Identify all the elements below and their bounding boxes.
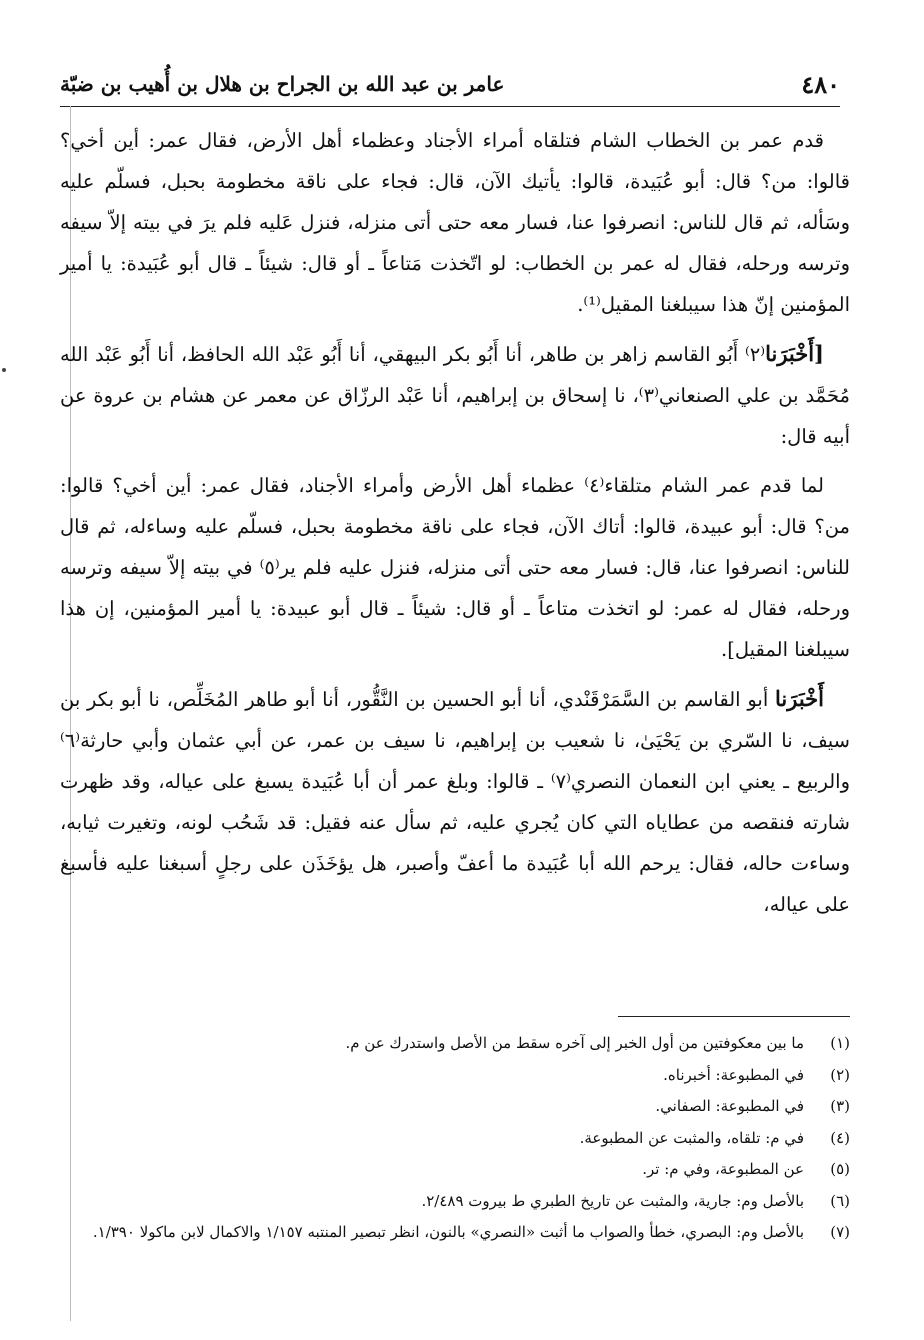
footnote-number: (٧) <box>830 1223 850 1241</box>
footnote-number: (١) <box>830 1034 850 1052</box>
footnote <box>60 1186 850 1218</box>
paragraph-2 <box>60 333 850 457</box>
footnote <box>60 1217 850 1249</box>
footnote <box>60 1091 850 1123</box>
paragraph-4 <box>60 678 850 925</box>
footnote-number: (٥) <box>830 1160 850 1178</box>
paragraph-2-text: ⁽٢⁾ أَبُو القاسم زاهر بن طاهر، أنا أَبُو بكر البيهقي، أنا أَبُو عَبْد الله الحافظ، أنا أَبُو عَبْد الله مُحَمَّد بن علي الصنعاني⁽٣⁾، نا إسحاق بن إبراهيم، أنا عَبْد الرزّاق عن معمر عن هشام بن عروة عن أبيه قال: <box>60 343 850 448</box>
footnote <box>60 1028 850 1060</box>
paragraph-3: لما قدم عمر الشام متلقاء⁽٤⁾ عظماء أهل الأرض وأمراء الأجناد، فقال عمر: أين أخي؟ قالوا: من؟ قال: أبو عبيدة، قالوا: أتاك الآن، فجاء على ناقة مخطومة بحبل، فسلّم عليه وساءله، ثم قال للناس: انصرفوا عنا، قال: فسار معه حتى أتى منزله، فنزل عليه فلم ير⁽٥⁾ في بيته إلاّ سيفه وترسه ورحله، فقال له عمر: لو اتخذت متاعاً ـ أو قال: شيئاً ـ قال أبو عبيدة: يا أمير المؤمنين، إن هذا سيبلغنا المقيل]. <box>60 474 850 661</box>
paragraph-4-lead: أَخْبَرَنا <box>775 686 824 711</box>
paragraph-2-lead: [أَخْبَرَنا <box>765 341 824 366</box>
footnote-number: (٦) <box>830 1191 850 1210</box>
footnote <box>60 1060 850 1092</box>
chapter-title: عامر بن عبد الله بن الجراح بن هلال بن أُهيب بن ضبّة <box>60 72 505 96</box>
footnote-text: في المطبوعة: أخبرناه. <box>663 1065 804 1084</box>
page-number: ٤٨٠ <box>801 69 840 99</box>
footnote <box>60 1154 850 1186</box>
footnote-separator <box>618 1016 850 1017</box>
paragraph-1: قدم عمر بن الخطاب الشام فتلقاه أمراء الأجناد وعظماء أهل الأرض، فقال عمر: أين أخي؟ قالوا: من؟ قال: أبو عُبَيدة، قالوا: يأتيك الآن، قال: فجاء على ناقة مخطومة بحبل، فسلّم عليه وسَأله، ثم قال للناس: انصرفوا عنا، فسار معه حتى أتى منزله، فنزل عَليه فلم يرَ في بيته إلاّ سيفه وترسه ورحله، فقال له عمر بن الخطاب: لو اتّخذت مَتاعاً ـ أو قال: شيئاً ـ قال أبو عُبَيدة: يا أمير المؤمنين إنّ هذا سيبلغنا المقيل⁽¹⁾. <box>60 129 850 316</box>
footnote <box>60 1123 850 1155</box>
footnote-text: ما بين معكوفتين من أول الخبر إلى آخره سقط من الأصل واستدرك عن م. <box>345 1034 804 1052</box>
footnote-number: (٤) <box>830 1128 850 1147</box>
main-text <box>60 120 850 933</box>
footnote-text: بالأصل وم: البصري، خطأ والصواب ما أثبت «النصري» بالنون، انظر تبصير المنتبه ١/١٥٧ والاكمال لابن ماكولا ١/٣٩٠. <box>92 1223 804 1241</box>
footnotes <box>60 1028 850 1249</box>
running-header <box>60 62 840 107</box>
footnote-text: بالأصل وم: جارية، والمثبت عن تاريخ الطبري ط بيروت ٢/٤٨٩. <box>421 1191 804 1210</box>
footnote-text: في المطبوعة: الصفاني. <box>655 1097 804 1115</box>
paragraph-4-text: أبو القاسم بن السَّمَرْقَنْدي، أنا أبو الحسين بن النَّقُّور، أنا أبو طاهر المُخَلِّص، نا أبو بكر بن سيف، نا السّري بن يَحْيَىٰ، نا شعيب بن إبراهيم، نا سيف بن عمر، عن أبي عثمان وأبي حارثة⁽٦⁾ والربيع ـ يعني ابن النعمان النصري⁽٧⁾ ـ قالوا: وبلغ عمر أن أبا عُبَيدة يسبغ على عياله، وقد ظهرت شارته فنقصه من عطاياه التي كان يُجري عليه، ثم سأل عنه فقيل: قد شَحُب لونه، وتغيرت ثيابه، وساءت حاله، فقال: يرحم الله أبا عُبَيدة ما أعفّ وأصبر، هل يؤخَذَن على رجلٍ أسبغنا عليه فأسبغ على عياله، <box>60 688 850 916</box>
footnote-number: (٣) <box>830 1097 850 1115</box>
footnote-number: (٢) <box>830 1065 850 1084</box>
footnote-text: عن المطبوعة، وفي م: تر. <box>642 1160 804 1178</box>
margin-mark <box>2 368 6 372</box>
footnote-text: في م: تلقاه، والمثبت عن المطبوعة. <box>579 1128 804 1147</box>
